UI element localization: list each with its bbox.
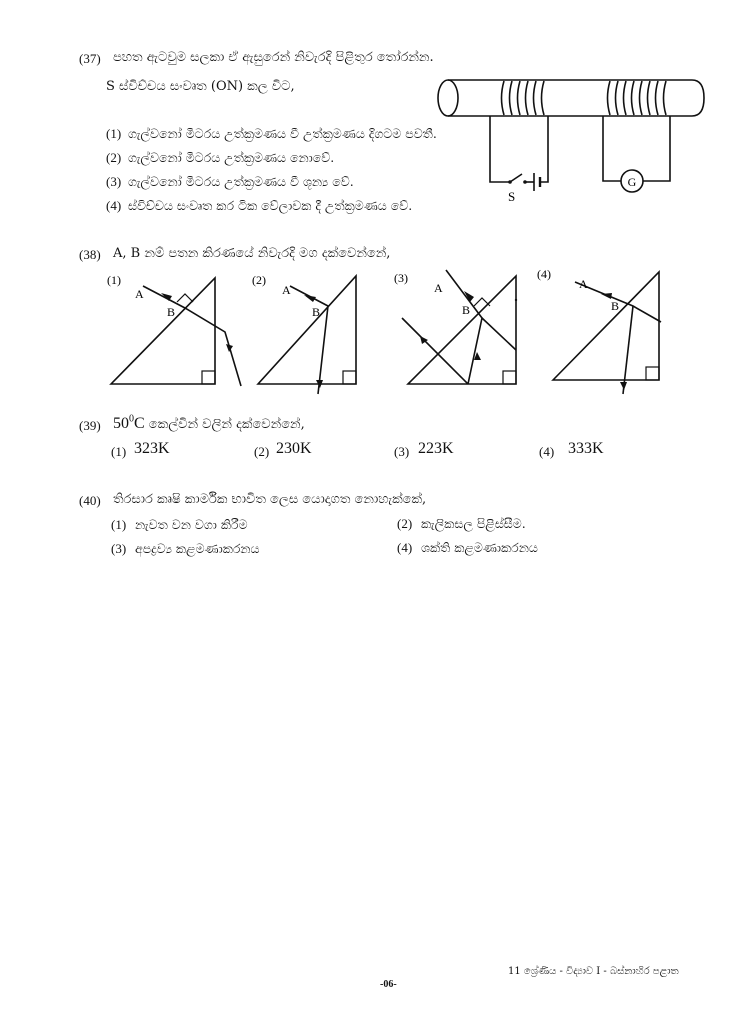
q40-option-1-label: (1)	[111, 517, 127, 532]
q38-fig2-a: A	[282, 283, 291, 297]
galvanometer-label: G	[627, 175, 637, 189]
q37-option-2-text: ගැල්වනෝ මීටරය උත්ක්‍රමණය නොවේ.	[128, 150, 335, 165]
q37-option-1-text: ගැල්වනෝ මීටරය උත්ක්‍රමණය වී උත්ක්‍රමණය දිගටම පවතී.	[128, 126, 437, 141]
q37-option-4-label: (4)	[106, 198, 122, 213]
footer-text: 11 ශ්‍රේණිය - විද්‍යාව I - බස්නාහිර පළාත	[508, 966, 679, 977]
q40-option-2-text: කැලිකසල පිළිස්සීම.	[421, 516, 526, 531]
q39-temperature-unit: C	[134, 415, 145, 432]
q39-option-2-text: 230K	[276, 440, 312, 457]
q37-option-4-text: ස්විච්චය සංවෘත කර ටික වේලාවක දී උත්ක්‍රමණය වේ.	[128, 198, 413, 213]
q37-option-2-label: (2)	[106, 150, 122, 165]
q38-fig2-label: (2)	[252, 273, 266, 287]
q38-figure-2	[250, 268, 400, 398]
primary-coil	[502, 81, 545, 115]
q40-number: (40)	[79, 493, 101, 508]
q39-option-4-label: (4)	[539, 444, 555, 459]
q40-option-1-text: නැවත වන වගා කිරීම	[135, 517, 248, 532]
prism	[553, 272, 659, 380]
q39-option-1-label: (1)	[111, 444, 127, 459]
q39-option-2-label: (2)	[254, 444, 270, 459]
q38-fig3-label: (3)	[394, 271, 408, 285]
q39-option-4-text: 333K	[568, 440, 604, 457]
q37-option-3-text: ගැල්වනෝ මීටරය උත්ක්‍රමණය වී ශූන්‍ය වේ.	[128, 174, 354, 189]
q38-fig1-a: A	[135, 287, 144, 301]
q38-fig4-a: A	[579, 277, 588, 291]
q38-figure-1	[105, 268, 255, 398]
prism	[258, 276, 356, 384]
q40-option-4-text: ශක්ති කළමණාකරනය	[421, 540, 538, 555]
q40-option-3-label: (3)	[111, 541, 127, 556]
q37-solenoid-figure	[430, 70, 720, 210]
q38-fig3-b: B	[462, 303, 471, 317]
q38-number: (38)	[79, 247, 101, 262]
q40-option-4-label: (4)	[397, 540, 413, 555]
q39-option-1-text: 323K	[134, 440, 170, 457]
page-number: -06-	[380, 979, 397, 990]
switch-lever	[510, 174, 522, 182]
q37-option-1-label: (1)	[106, 126, 122, 141]
q40-option-3-text: අපද්‍රව්‍ය කළමණාකරනය	[135, 541, 260, 556]
q39-option-3-label: (3)	[394, 444, 410, 459]
q39-option-3-text: 223K	[418, 440, 454, 457]
q37-number: (37)	[79, 51, 101, 66]
ray-arrow-out	[620, 382, 627, 390]
q37-option-3-label: (3)	[106, 174, 122, 189]
q39-number: (39)	[79, 418, 101, 433]
q40-stem: තිරසාර කෘෂි කාර්මික භාවිත ලෙස යොදාගත නොහැක්කේ,	[113, 492, 427, 507]
ray-arrow-out	[226, 344, 233, 352]
q37-condition: S ස්විච්චය සංවෘත (ON) කල විට,	[106, 79, 295, 94]
q38-figure-4	[535, 266, 675, 398]
rod-end	[438, 80, 458, 116]
q38-figure-3	[392, 266, 532, 396]
q38-fig4-b: B	[611, 299, 620, 313]
q39-temperature-value: 50	[113, 415, 129, 432]
q38-fig1-b: B	[167, 305, 176, 319]
q39-stem-text: කෙල්වින් වලින් දක්වෙන්නේ,	[144, 417, 305, 432]
q39-stem: $50^0C$ කෙල්වින් වලින් දක්වෙන්නේ,	[113, 413, 305, 432]
q38-fig4-label: (4)	[537, 267, 551, 281]
q38-fig3-a: A	[434, 281, 443, 295]
ray-arrow-in	[304, 295, 316, 302]
q37-stem: පහත ඇටවුම සලකා ඒ ඇසුරෙන් නිවැරදි පිළිතුර තෝරන්න.	[113, 50, 434, 65]
q38-fig2-b: B	[312, 305, 321, 319]
q40-option-2-label: (2)	[397, 516, 413, 531]
q38-fig1-label: (1)	[107, 273, 121, 287]
secondary-coil	[608, 81, 667, 115]
q38-stem: A, B නම් පතන කිරණයේ නිවැරදි මග දක්වෙන්නේ,	[113, 246, 391, 261]
switch-label: S	[508, 189, 516, 204]
